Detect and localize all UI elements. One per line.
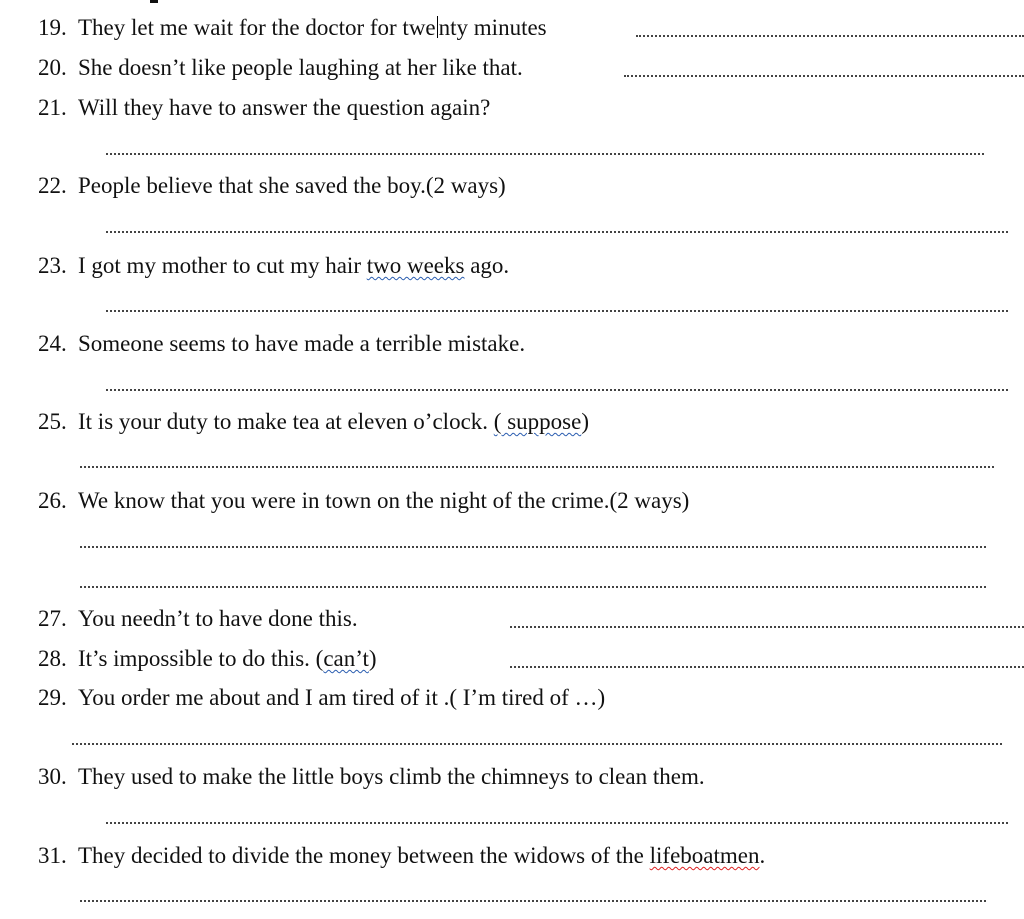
answer-line-25[interactable] bbox=[80, 466, 994, 468]
spellcheck-flagged-text: two weeks bbox=[366, 253, 465, 278]
exercise-text: It’s impossible to do this. ( bbox=[78, 646, 324, 671]
exercise-text: We know that you were in town on the night of the crime.(2 ways) bbox=[78, 488, 690, 513]
exercise-text: You order me about and I am tired of it .( I’m tired of …) bbox=[78, 685, 606, 710]
exercise-text: You needn’t to have done this. bbox=[78, 606, 358, 631]
exercise-text-end: ) bbox=[581, 409, 589, 434]
exercise-number: 30. bbox=[38, 764, 67, 789]
exercise-28 bbox=[38, 645, 377, 673]
exercise-23 bbox=[38, 252, 509, 280]
exercise-text-end: . bbox=[759, 843, 766, 868]
exercise-text: They decided to divide the money between the widows of the bbox=[78, 843, 650, 868]
answer-line-26b[interactable] bbox=[80, 586, 986, 588]
exercise-text-end: nty minutes bbox=[438, 15, 547, 40]
exercise-text-end: ago. bbox=[464, 253, 510, 278]
exercise-text: She doesn’t like people laughing at her like that. bbox=[78, 55, 523, 80]
spellcheck-flagged-text: can’t bbox=[323, 646, 369, 671]
answer-line-24[interactable] bbox=[106, 389, 1008, 391]
exercise-19 bbox=[38, 14, 547, 42]
exercise-number: 20. bbox=[38, 55, 67, 80]
exercise-number: 28. bbox=[38, 646, 67, 671]
answer-line-28[interactable] bbox=[510, 666, 1024, 668]
exercise-text-end: ) bbox=[368, 646, 377, 671]
answer-line-23[interactable] bbox=[106, 310, 1008, 312]
answer-line-26a[interactable] bbox=[80, 546, 986, 548]
exercise-number: 27. bbox=[38, 606, 67, 631]
exercise-25 bbox=[38, 408, 589, 436]
text-cursor bbox=[437, 16, 438, 38]
spellcheck-flagged-text: ( suppose bbox=[493, 409, 582, 434]
exercise-20 bbox=[38, 54, 523, 82]
answer-line-20[interactable] bbox=[624, 75, 1024, 77]
exercise-27 bbox=[38, 605, 358, 633]
exercise-21 bbox=[38, 94, 490, 122]
exercise-text: People believe that she saved the boy.(2 ways) bbox=[78, 173, 506, 198]
exercise-24 bbox=[38, 330, 525, 358]
exercise-number: 29. bbox=[38, 685, 67, 710]
exercise-text: It is your duty to make tea at eleven o’clock. bbox=[78, 409, 494, 434]
exercise-number: 21. bbox=[38, 95, 67, 120]
exercise-text: I got my mother to cut my hair bbox=[78, 253, 367, 278]
cut-off-text-mark bbox=[150, 0, 158, 3]
exercise-text: Someone seems to have made a terrible mistake. bbox=[78, 331, 526, 356]
exercise-31 bbox=[38, 842, 765, 870]
exercise-text: Will they have to answer the question again? bbox=[78, 95, 491, 120]
exercise-30 bbox=[38, 763, 705, 791]
answer-line-21[interactable] bbox=[106, 153, 984, 155]
exercise-29 bbox=[38, 684, 605, 712]
answer-line-27[interactable] bbox=[510, 626, 1024, 628]
answer-line-19[interactable] bbox=[636, 35, 1024, 37]
exercise-number: 24. bbox=[38, 331, 67, 356]
answer-line-22[interactable] bbox=[106, 231, 1008, 233]
answer-line-30[interactable] bbox=[106, 822, 1008, 824]
exercise-text: They let me wait for the doctor for twe bbox=[78, 15, 436, 40]
answer-line-29[interactable] bbox=[72, 743, 1002, 745]
exercise-26 bbox=[38, 487, 689, 515]
exercise-number: 31. bbox=[38, 843, 67, 868]
answer-line-31[interactable] bbox=[80, 900, 986, 902]
exercise-22 bbox=[38, 172, 506, 200]
exercise-text: They used to make the little boys climb the chimneys to clean them. bbox=[78, 764, 705, 789]
exercise-number: 19. bbox=[38, 15, 67, 40]
exercise-number: 23. bbox=[38, 253, 67, 278]
exercise-number: 22. bbox=[38, 173, 67, 198]
exercise-number: 25. bbox=[38, 409, 67, 434]
spellcheck-flagged-text: lifeboatmen bbox=[649, 843, 760, 868]
exercise-number: 26. bbox=[38, 488, 67, 513]
